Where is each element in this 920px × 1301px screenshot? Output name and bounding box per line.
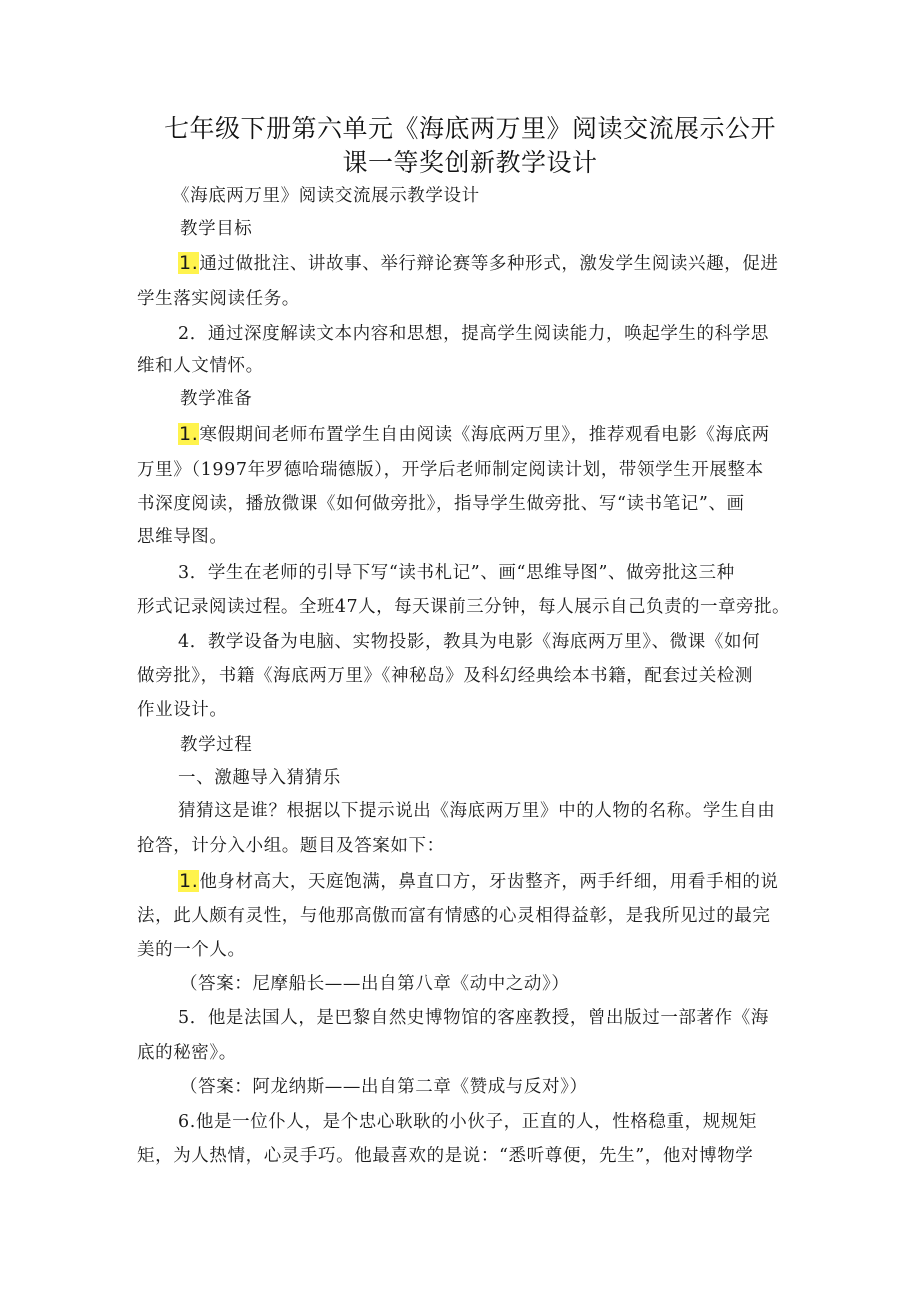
question-6-line-1: 6.他是一位仆人，是个忠心耿耿的小伙子，正直的人，性格稳重，规规矩 <box>178 1112 757 1132</box>
question-1-line-3: 美的一个人。 <box>137 940 246 960</box>
section-1-intro-line-2: 抢答，计分入小组。题目及答案如下： <box>137 836 445 856</box>
question-1-line-1 <box>178 869 779 894</box>
question-1-text: 他身材高大，天庭饱满，鼻直口方，牙齿整齐，两手纤细，用看手相的说 <box>199 872 779 892</box>
highlighted-number: 1. <box>179 870 199 892</box>
question-5-line-2: 底的秘密》。 <box>137 1043 237 1063</box>
question-1-line-2: 法，此人颇有灵性，与他那高傲而富有情感的心灵相得益彰，是我所见过的最完 <box>137 906 771 926</box>
prep-1-text: 寒假期间老师布置学生自由阅读《海底两万里》，推荐观看电影《海底两 <box>199 425 770 445</box>
goal-1-text: 通过做批注、讲故事、举行辩论赛等多种形式，激发学生阅读兴趣，促进 <box>199 254 779 274</box>
prep-4-line-3: 作业设计。 <box>137 700 228 720</box>
goal-1-line-1 <box>178 251 779 276</box>
section-1-intro-line-1: 猜猜这是谁？根据以下提示说出《海底两万里》中的人物的名称。学生自由 <box>178 801 776 821</box>
question-5-line-1: 5．他是法国人，是巴黎自然史博物馆的客座教授，曾出版过一部著作《海 <box>178 1008 769 1028</box>
prep-1-line-1 <box>178 422 770 447</box>
heading-prep: 教学准备 <box>180 389 253 409</box>
question-6-line-2: 矩，为人热情，心灵手巧。他最喜欢的是说：“悉听尊便，先生”，他对博物学 <box>137 1146 754 1166</box>
document-title <box>120 112 820 180</box>
answer-5: （答案：阿龙纳斯——出自第二章《赞成与反对》） <box>180 1077 588 1097</box>
subtitle: 《海底两万里》阅读交流展示教学设计 <box>172 186 480 206</box>
prep-3-line-1: 3．学生在老师的引导下写“读书札记”、画“思维导图”、做旁批这三种 <box>178 563 735 583</box>
prep-4-line-1: 4．教学设备为电脑、实物投影，教具为电影《海底两万里》、微课《如何 <box>178 632 761 652</box>
title-line-1: 七年级下册第六单元《海底两万里》阅读交流展示公开 <box>163 114 776 143</box>
prep-4-line-2: 做旁批》，书籍《海底两万里》《神秘岛》及科幻经典绘本书籍，配套过关检测 <box>137 666 753 686</box>
answer-1: （答案：尼摩船长——出自第八章《动中之动》） <box>180 974 570 994</box>
goal-2-line-1: 2．通过深度解读文本内容和思想，提高学生阅读能力，唤起学生的科学思 <box>178 324 769 344</box>
goal-2-line-2: 维和人文情怀。 <box>137 356 264 376</box>
highlighted-number: 1. <box>179 252 199 274</box>
prep-1-line-3: 书深度阅读，播放微课《如何做旁批》，指导学生做旁批、写“读书笔记”、画 <box>137 494 745 514</box>
section-1-title: 一、激趣导入猜猜乐 <box>178 768 341 788</box>
prep-3-line-2: 形式记录阅读过程。全班47人，每天课前三分钟，每人展示自己负责的一章旁批。 <box>137 597 790 617</box>
title-line-2: 课一等奖创新教学设计 <box>342 148 598 177</box>
highlighted-number: 1. <box>179 423 199 445</box>
prep-1-line-4: 思维导图。 <box>137 527 228 547</box>
heading-process: 教学过程 <box>180 735 253 755</box>
goal-1-line-2: 学生落实阅读任务。 <box>137 289 300 309</box>
heading-goals: 教学目标 <box>180 219 253 239</box>
prep-1-line-2: 万里》（1997年罗德哈瑞德版），开学后老师制定阅读计划，带领学生开展整本 <box>137 460 764 480</box>
